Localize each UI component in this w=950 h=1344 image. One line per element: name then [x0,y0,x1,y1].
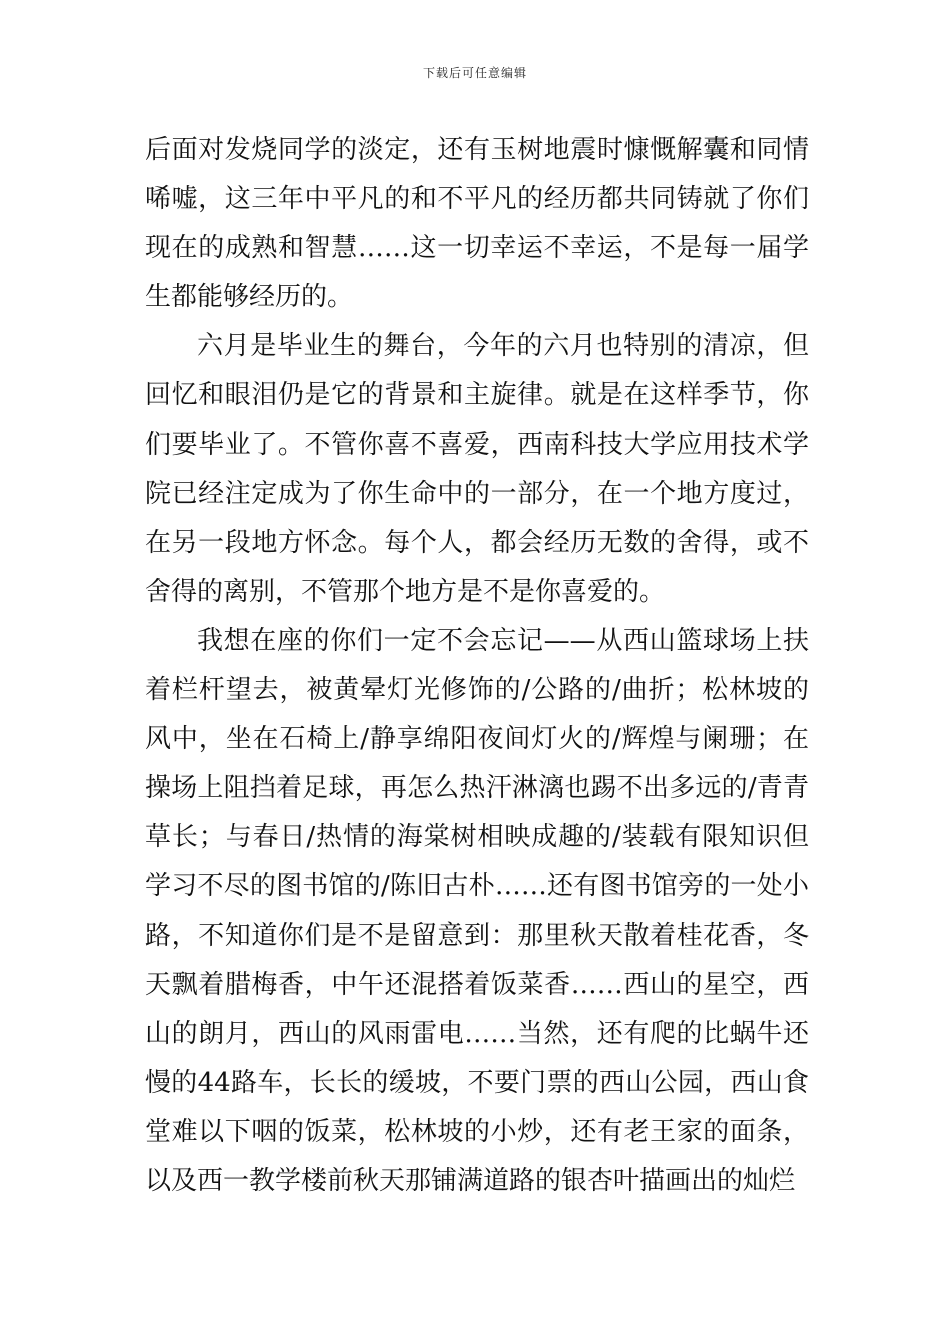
document-body [145,126,809,1206]
paragraph-june: 六月是毕业生的舞台，今年的六月也特别的清凉，但回忆和眼泪仍是它的背景和主旋律。就是在这样季节，你们要毕业了。不管你喜不喜爱，西南科技大学应用技术学院已经注定成为了你生命中的一部分，在一个地方度过，在另一段地方怀念。每个人，都会经历无数的舍得，或不舍得的离别，不管那个地方是不是你喜爱的。 [145,331,809,607]
paragraph-memories: 我想在座的你们一定不会忘记——从西山篮球场上扶着栏杆望去，被黄晕灯光修饰的/公路的/曲折；松林坡的风中，坐在石椅上/静享绵阳夜间灯火的/辉煌与阑珊；在操场上阻挡着足球，再怎么热汗淋漓也踢不出多远的/青青草长；与春日/热情的海棠树相映成趣的/装载有限知识但学习不尽的图书馆的/陈旧古朴……还有图书馆旁的一处小路，不知道你们是不是留意到：那里秋天散着桂花香，冬天飘着腊梅香，中午还混搭着饭菜香……西山的星空，西山的朗月，西山的风雨雷电……当然，还有爬的比蜗牛还慢的44路车，长长的缓坡，不要门票的西山公园，西山食堂难以下咽的饭菜，松林坡的小炒，还有老王家的面条，以及西一教学楼前秋天那铺满道路的银杏叶描画出的灿烂 [145,625,809,1196]
paragraph-continuation: 后面对发烧同学的淡定，还有玉树地震时慷慨解囊和同情唏嘘，这三年中平凡的和不平凡的经历都共同铸就了你们现在的成熟和智慧……这一切幸运不幸运，不是每一届学生都能够经历的。 [145,135,809,313]
page-header: 下载后可任意编辑 [422,66,527,80]
